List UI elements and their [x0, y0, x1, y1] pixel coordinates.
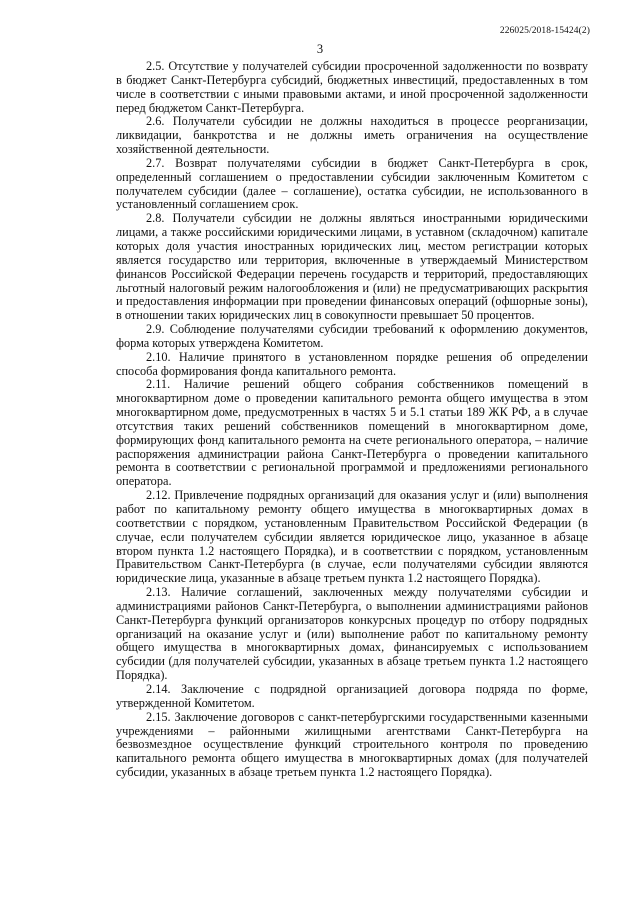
paragraph-2-9: 2.9. Соблюдение получателями субсидии требований к оформлению документов, форма которых утверждена Комитетом.	[116, 322, 588, 350]
paragraph-2-10: 2.10. Наличие принятого в установленном порядке решения об определении способа формирования фонда капитального ремонта.	[116, 349, 588, 378]
paragraph-2-8: 2.8. Получатели субсидии не должны являться иностранными юридическими лицами, а также российскими юридическими лицами, в уставном (складочном) капитале которых доля участия иностранных юридических лиц, местом регистрации которых является государство или территория, включенные в утверждаемый Министерством финансов Российской Федерации перечень государств и территорий, предоставляющих льготный налоговый режим налогообложения и (или) не предусматривающих раскрытия и предоставления информации при проведении финансовых операций (офшорные зоны), в отношении таких юридических лиц в совокупности превышает 50 процентов.	[116, 211, 588, 323]
paragraph-2-7: 2.7. Возврат получателями субсидии в бюджет Санкт-Петербурга в срок, определенный соглашением о предоставлении субсидии заключенным Комитетом с получателем субсидии (далее – соглашение), остатка субсидии, не использованного в установленный соглашением срок.	[116, 155, 588, 212]
paragraph-2-15: 2.15. Заключение договоров с санкт-петербургскими государственными казенными учреждениями – районными жилищными агентствами Санкт-Петербурга на безвозмездное осуществление функций строительного контроля по проведению капитального ремонта общего имущества в многоквартирных домах (для получателей субсидии, указанных в абзаце третьем пункта 1.2 настоящего Порядка).	[116, 709, 588, 780]
document-number: 226025/2018-15424(2)	[499, 26, 590, 36]
paragraph-2-5: 2.5. Отсутствие у получателей субсидии просроченной задолженности по возврату в бюджет Санкт-Петербурга субсидий, бюджетных инвестиций, предоставленных в том числе в соответствии с иными правовыми актами, и иной просроченной задолженности перед бюджетом Санкт-Петербурга.	[116, 59, 588, 115]
paragraph-2-12: 2.12. Привлечение подрядных организаций для оказания услуг и (или) выполнения работ по капитальному ремонту общего имущества в многоквартирных домах в соответствии с порядком, установленным Правительством Российской Федерации (в случае, если получателем субсидии является юридическое лицо, указанное в абзаце втором пункта 1.2 настоящего Порядка), и в соответствии с порядком, установленным Правительством Санкт-Петербурга (в случае, если получателями субсидии являются юридические лица, указанные в абзаце третьем пункта 1.2 настоящего Порядка).	[116, 488, 588, 586]
paragraph-2-13: 2.13. Наличие соглашений, заключенных между получателями субсидии и администрациями районов Санкт-Петербурга, о выполнении администрациями районов Санкт-Петербурга функций организаторов конкурсных процедур по отбору подрядных организаций на оказание услуг и (или) выполнение работ по капитальному ремонту общего имущества в многоквартирных домах, финансируемых с использованием субсидии (для получателей субсидии, указанных в абзаце третьем пункта 1.2 настоящего Порядка).	[116, 585, 588, 683]
paragraph-2-11: 2.11. Наличие решений общего собрания собственников помещений в многоквартирном доме о проведении капитального ремонта общего имущества в этом многоквартирном доме, предусмотренных в частях 5 и 5.1 статьи 189 ЖК РФ, а в случае отсутствия таких решений собственников помещений в многоквартирном доме, формирующих фонд капитального ремонта на счете регионального оператора, – наличие распоряжения администрации района Санкт-Петербурга о проведении капитального ремонта в соответствии с региональной программой и предложениями регионального оператора.	[116, 377, 588, 489]
page-number: 3	[316, 42, 324, 56]
paragraph-2-6: 2.6. Получатели субсидии не должны находиться в процессе реорганизации, ликвидации, банкротства и не должны иметь ограничения на осуществление хозяйственной деятельности.	[116, 114, 588, 157]
document-body	[116, 60, 588, 780]
paragraph-2-14: 2.14. Заключение с подрядной организацией договора подряда по форме, утвержденной Комитетом.	[116, 681, 588, 710]
